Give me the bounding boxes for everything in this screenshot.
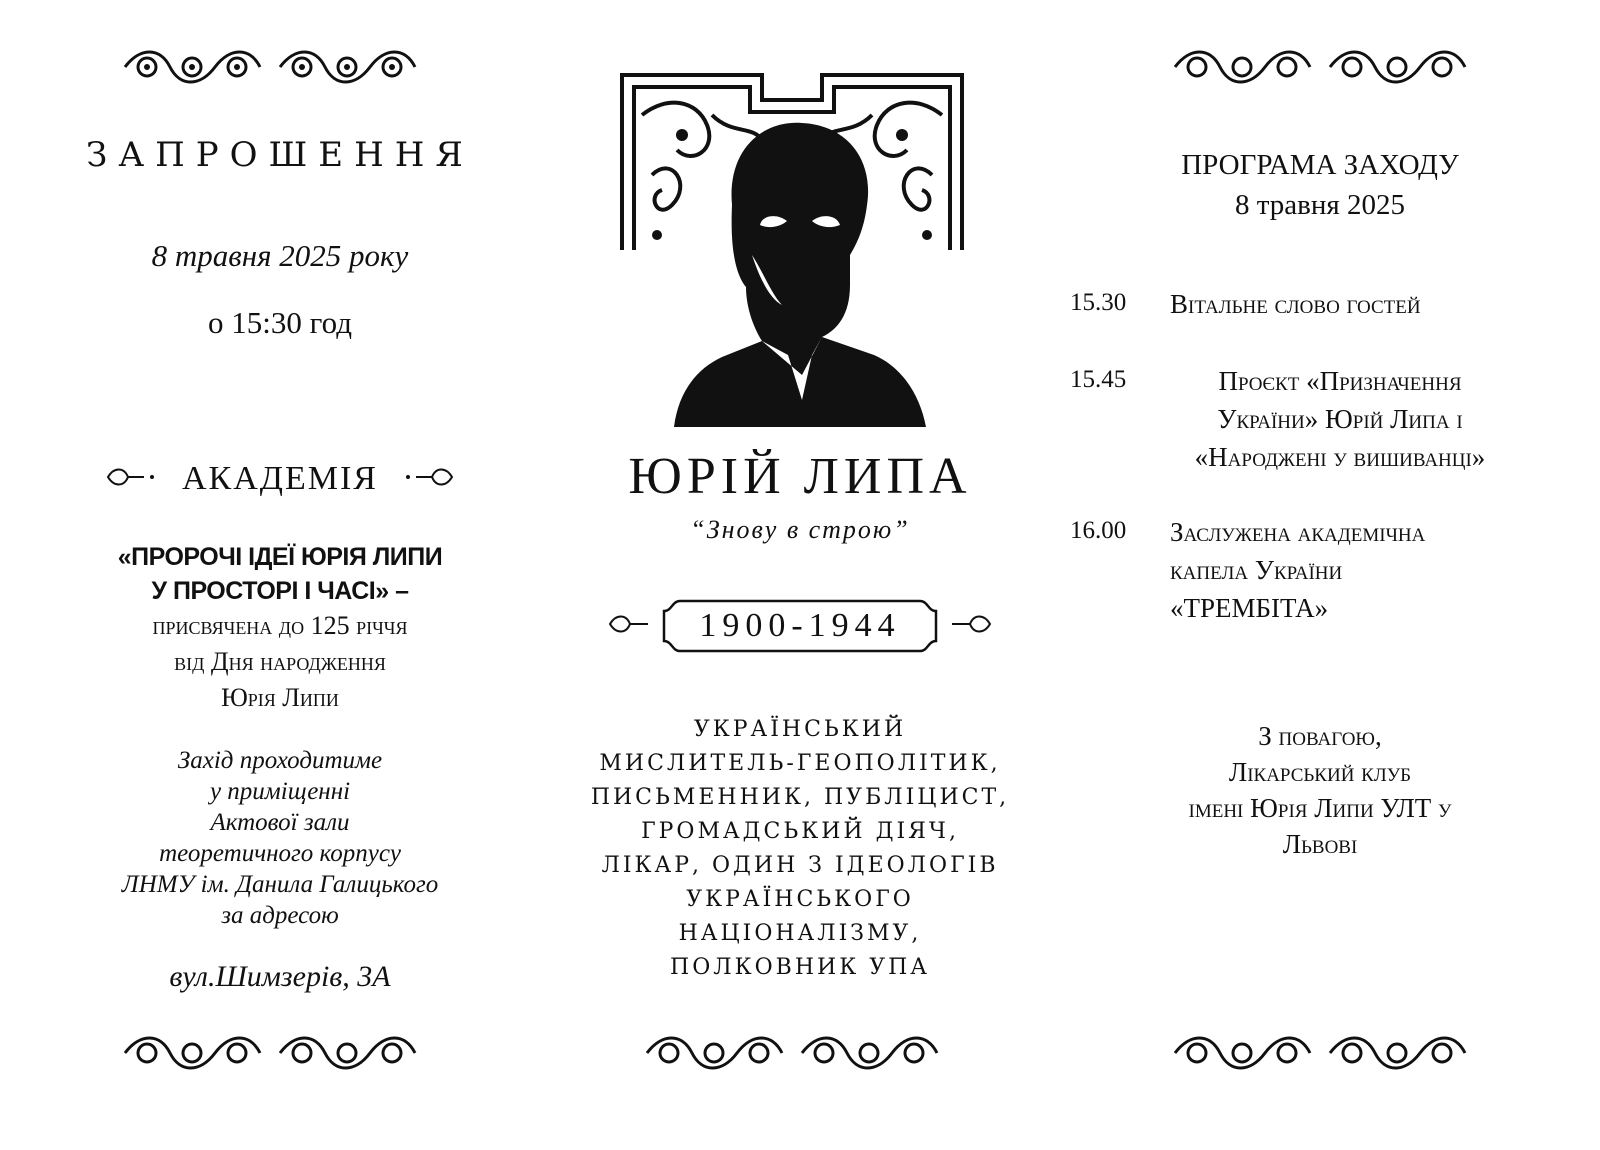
program-time: 16.00: [1070, 517, 1127, 544]
years-banner: [560, 597, 1040, 655]
dedication-line: присвячена до 125 річчя: [152, 611, 408, 640]
biography: [560, 713, 1040, 985]
venue-line: Актової зали: [210, 809, 350, 836]
program-time: 15.30: [1070, 289, 1127, 316]
regards-line: З повагою,: [1258, 721, 1382, 751]
program-item: [1070, 513, 1570, 627]
program-text: [1170, 285, 1570, 323]
academy-heading: [30, 460, 530, 498]
program-text-line: Проєкт «Призначення: [1218, 366, 1462, 396]
bio-line: НАЦІОНАЛІЗМУ,: [678, 921, 922, 946]
event-date: 8 травня 2025 року: [151, 238, 409, 273]
program-text-line: Заслужена академічна: [1170, 517, 1426, 547]
ornament-border-icon: [1170, 42, 1470, 92]
program-heading: [1070, 145, 1570, 225]
venue-line: Захід проходитиме: [177, 747, 383, 774]
bio-line: ПИСЬМЕННИК, ПУБЛІЦИСТ,: [590, 785, 1010, 810]
venue-info: [30, 745, 530, 931]
portrait-column: [560, 0, 1040, 1150]
invitation-column: [30, 0, 530, 1150]
regards-line: Львові: [1282, 829, 1358, 859]
program-text-line: Вітальне слово гостей: [1170, 289, 1421, 319]
venue-address: вул.Шимзерів, 3А: [169, 960, 391, 993]
dedication-line: Юрія Липи: [221, 683, 339, 712]
ornament-border-icon: [120, 1028, 420, 1078]
venue-line: за адресою: [221, 902, 339, 929]
motto: “Знову в строю”: [690, 515, 910, 544]
program-column: [1070, 0, 1570, 1150]
program-text: [1170, 513, 1570, 627]
invitation-title: ЗАПРОШЕННЯ: [86, 135, 474, 175]
portrait-frame-icon: [612, 55, 972, 430]
theme-line: У ПРОСТОРІ І ЧАСІ» –: [151, 577, 409, 605]
bio-line: МИСЛИТЕЛЬ-ГЕОПОЛІТИК,: [599, 751, 1001, 776]
ornament-border-icon: [120, 42, 420, 92]
regards-line: Лікарський клуб: [1228, 757, 1412, 787]
person-name: ЮРІЙ ЛИПА: [628, 448, 972, 505]
program-item: [1070, 362, 1570, 476]
bio-line: УКРАЇНСЬКИЙ: [693, 717, 907, 742]
event-time: о 15:30 год: [208, 305, 352, 340]
program-text: [1110, 362, 1570, 476]
program-time: 15.45: [1070, 366, 1127, 393]
academy-theme: [30, 540, 530, 608]
ornament-border-icon: [642, 1028, 942, 1078]
fleuron-icon: [950, 612, 994, 640]
venue-line: теоретичного корпусу: [159, 840, 401, 867]
academy-title: АКАДЕМІЯ: [182, 460, 378, 497]
program-text-line: «ТРЕМБІТА»: [1170, 593, 1329, 623]
bio-line: ГРОМАДСЬКИЙ ДІЯЧ,: [641, 819, 959, 844]
theme-line: «ПРОРОЧІ ІДЕЇ ЮРІЯ ЛИПИ: [117, 543, 443, 571]
program-text-line: капела України: [1170, 555, 1343, 585]
ornament-border-icon: [1170, 1028, 1470, 1078]
academy-dedication: [30, 608, 530, 716]
life-years: 1900-1944: [699, 607, 901, 644]
regards-signature: [1070, 718, 1570, 862]
bio-line: ПОЛКОВНИК УПА: [670, 955, 930, 980]
bio-line: УКРАЇНСЬКОГО: [686, 887, 914, 912]
program-item: [1070, 285, 1570, 323]
bio-line: ЛІКАР, ОДИН З ІДЕОЛОГІВ: [601, 853, 999, 878]
program-date: 8 травня 2025: [1235, 189, 1405, 221]
program-text-line: України» Юрій Липа і: [1217, 404, 1463, 434]
fleuron-icon: [606, 612, 650, 640]
venue-line: у приміщенні: [209, 778, 351, 805]
program-text-line: «Народжені у вишиванці»: [1194, 442, 1486, 472]
fleuron-icon: [104, 465, 164, 493]
fleuron-icon: [396, 465, 456, 493]
program-title: ПРОГРАМА ЗАХОДУ: [1181, 149, 1459, 181]
dedication-line: від Дня народження: [174, 647, 386, 676]
regards-line: імені Юрія Липи УЛТ у: [1188, 793, 1452, 823]
venue-line: ЛНМУ ім. Данила Галицького: [121, 871, 439, 898]
years-frame: [660, 597, 940, 655]
